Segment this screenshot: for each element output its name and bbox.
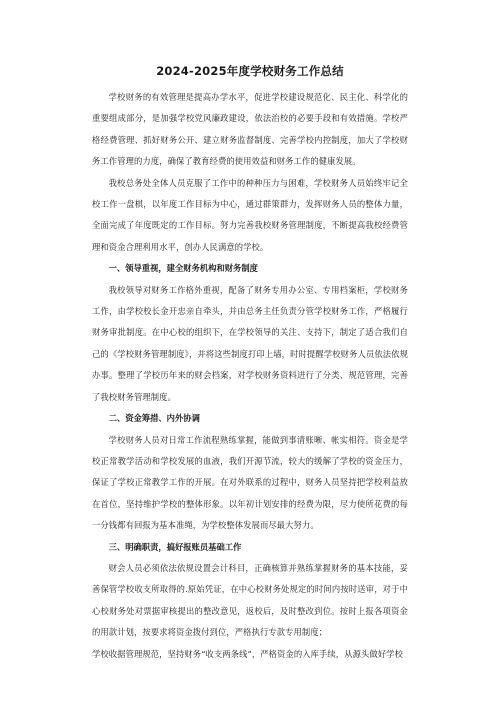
section-1-heading: 一、领导重视，建全财务机构和财务制度 — [108, 263, 258, 274]
document-title: 2024-2025年度学校财务工作总结 — [156, 64, 344, 78]
section-3-paragraph: 财会人员必须依法依规设置会计科目，正确核算并熟练掌握财务的基本技能，妥善保管学校收支所取得的.原始凭证，在中心校财务处规定的时间内按时送审，对于中心校财务处对票据审核提出的整改意见，返校后，及时整改到位。按时上报各项资金的用款计划，按要求将资金拨付到位，严格执行专款专用制度； — [92, 562, 408, 638]
section-2-heading: 二、资金筹措、内外协调 — [108, 413, 200, 424]
section-3-tail-paragraph: 学校收据管理规范，坚持财务“收支两条线”，严格资金的入库手续，从源头做好学校 — [92, 648, 403, 659]
document-body — [92, 87, 408, 665]
intro-paragraph-2: 我校总务处全体人员克服了工作中的种种压力与困难，学校财务人员始终牢记全校工作一盘棋，以年度工作目标为中心，通过群策群力，发挥财务人员的整体力量，全面完成了年度既定的工作目标。努力完善我校财务管理制度，不断提高我校经费管理和资金合理利用水平，创办人民满意的学校。 — [92, 177, 408, 252]
intro-paragraph-1: 学校财务的有效管理是提高办学水平，促进学校建设规范化、民主化、科学化的重要组成部分，是加强学校党风廉政建设，依法治校的必要手段和有效措施。学校严格经费管理、抓好财务公开、建立财务监督制度、完善学校内控制度，加大了学校财务工作管理的力度，确保了教育经费的使用效益和财务工作的健康发展。 — [92, 92, 408, 167]
section-3-heading: 三、明确职责，搞好报账员基础工作 — [108, 541, 242, 552]
section-2-paragraph: 学校财务人员对日常工作流程熟练掌握，能做到事清账晰、帐实相符。资金是学校正常教学活动和学校发展的血液，我们开源节流，较大的缓解了学校的资金压力，保证了学校正常教学工作的开展。在对外联系的过程中，财务人员坚持把学校利益放在首位，坚持维护学校的整体形象。以年初计划安排的经费为限，尽力使所花费的每一分钱都有回报为基本准绳，为学校整体发展而尽最大努力。 — [92, 434, 408, 531]
section-1-paragraph: 我校领导对财务工作格外重视，配备了财务专用办公室、专用档案柜，学校财务工作，由学校校长金开忠亲自牵头，并由总务主任负责分管学校财务工作，严格履行财务审批制度。在中心校的组织下，在学校领导的关注、支持下，制定了适合我们自己的《学校财务管理制度》，并将这些制度打印上墙，时时提醒学校财务人员依法依规办事。整理了学校历年来的财会档案，对学校财务资料进行了分类、规范管理，完善了我校财务管理制度。 — [92, 284, 408, 402]
